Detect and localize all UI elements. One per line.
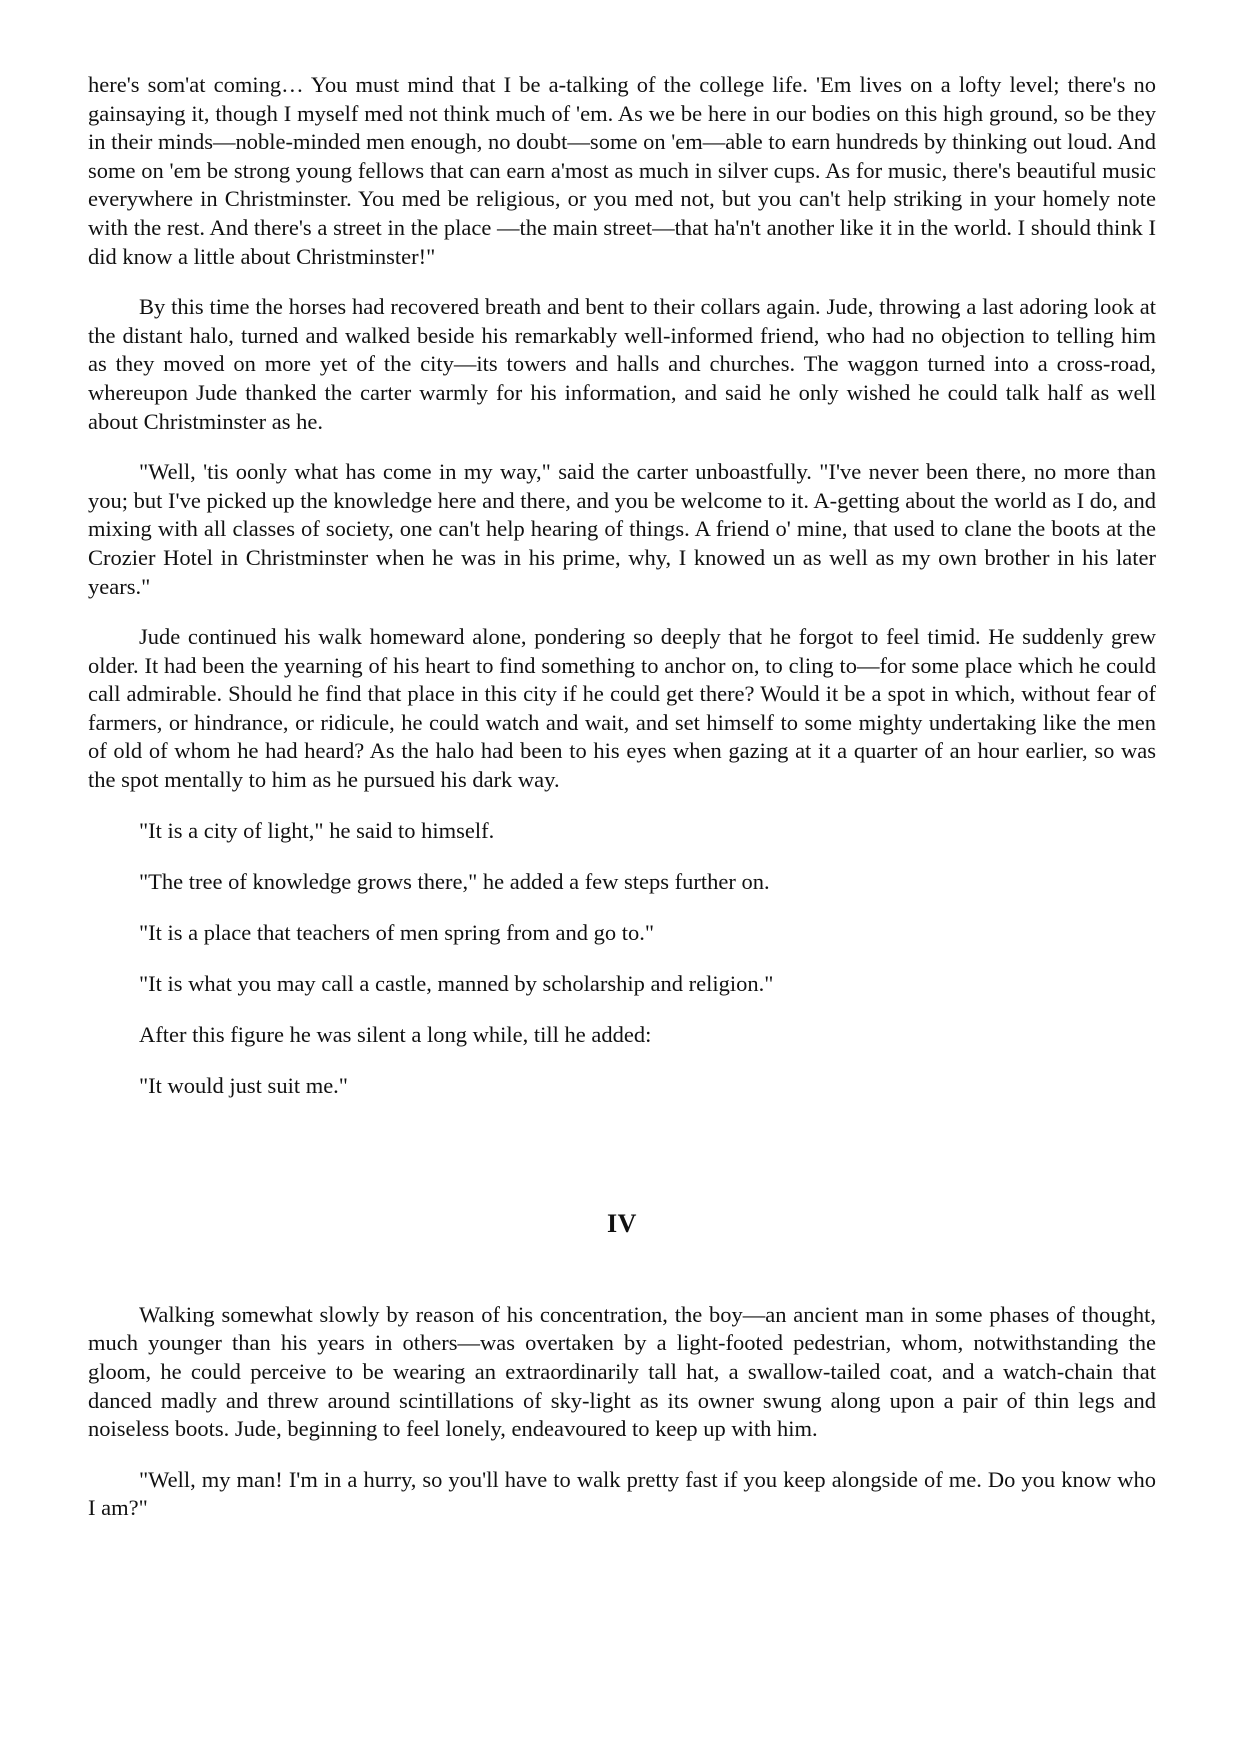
paragraph-carter-unboastfully: "Well, 'tis oonly what has come in my way," said the carter unboastfully. "I've never been there, no more than you; but I've picked up the knowledge here and there, and you be welcome to it. A-getting about the world as I do, and mixing with all classes of society, one can't help hearing of things. A friend o' mine, that used to clane the boots at the Crozier Hotel in Christminster when he was in his prime, why, I knowed un as well as my own brother in his later years." bbox=[88, 459, 1156, 599]
paragraph-suit-me: "It would just suit me." bbox=[139, 1072, 348, 1098]
paragraph-walking-slowly: Walking somewhat slowly by reason of his concentration, the boy—an ancient man in some phases of thought, much younger than his years in others—was overtaken by a light-footed pedestrian, whom, notwithstanding the gloom, he could perceive to be wearing an extraordinarily tall hat, a swallow-tailed coat, and a watch-chain that danced madly and threw around scintillations of sky-light as its owner swung along upon a pair of thin legs and noiseless boots. Jude, beginning to feel lonely, endeavoured to keep up with him. bbox=[88, 1301, 1156, 1442]
paragraph-castle: "It is what you may call a castle, manned by scholarship and religion." bbox=[139, 970, 774, 996]
paragraph-silent-long-while: After this figure he was silent a long while, till he added: bbox=[139, 1021, 652, 1047]
paragraph-carter-speech-end: here's som'at coming… You must mind that I be a-talking of the college life. 'Em lives on a lofty level; there's no gainsaying it, though I myself med not think much of 'em. As we be here in our bodies on this high ground, so be they in their minds—noble-minded men enough, no doubt—some on 'em—able to earn hundreds by thinking out loud. And some on 'em be strong young fellows that can earn a'most as much in silver cups. As for music, there's beautiful music everywhere in Christminster. You med be religious, or you med not, but you can't help striking in your homely note with the rest. And there's a street in the place —the main street—that ha'n't another like it in the world. I should think I did know a little about Christminster!" bbox=[88, 72, 1156, 269]
paragraph-tree-of-knowledge: "The tree of knowledge grows there," he added a few steps further on. bbox=[139, 868, 770, 894]
paragraph-horses-recovered: By this time the horses had recovered breath and bent to their collars again. Jude, throwing a last adoring look at the distant halo, turned and walked beside his remarkably well-informed friend, who had no objection to telling him as they moved on more yet of the city—its towers and halls and churches. The waggon turned into a cross-road, whereupon Jude thanked the carter warmly for his information, and said he only wished he could talk half as well about Christminster as he. bbox=[88, 294, 1156, 434]
book-page bbox=[88, 71, 1156, 1545]
paragraph-jude-walk-homeward: Jude continued his walk homeward alone, pondering so deeply that he forgot to feel timid. He suddenly grew older. It had been the yearning of his heart to find something to anchor on, to cling to—for some place which he could call admirable. Should he find that place in this city if he could get there? Would it be a spot in which, without fear of farmers, or hindrance, or ridicule, he could watch and wait, and set himself to some mighty undertaking like the men of old of whom he had heard? As the halo had been to his eyes when gazing at it a quarter of an hour earlier, so was the spot mentally to him as he pursued his dark way. bbox=[88, 624, 1156, 793]
paragraph-teachers-of-men: "It is a place that teachers of men spring from and go to." bbox=[139, 919, 655, 945]
chapter-heading: IV bbox=[607, 1209, 637, 1239]
paragraph-well-my-man: "Well, my man! I'm in a hurry, so you'll have to walk pretty fast if you keep alongside of me. Do you know who I am?" bbox=[88, 1466, 1156, 1521]
paragraph-city-of-light: "It is a city of light," he said to himself. bbox=[139, 817, 495, 843]
